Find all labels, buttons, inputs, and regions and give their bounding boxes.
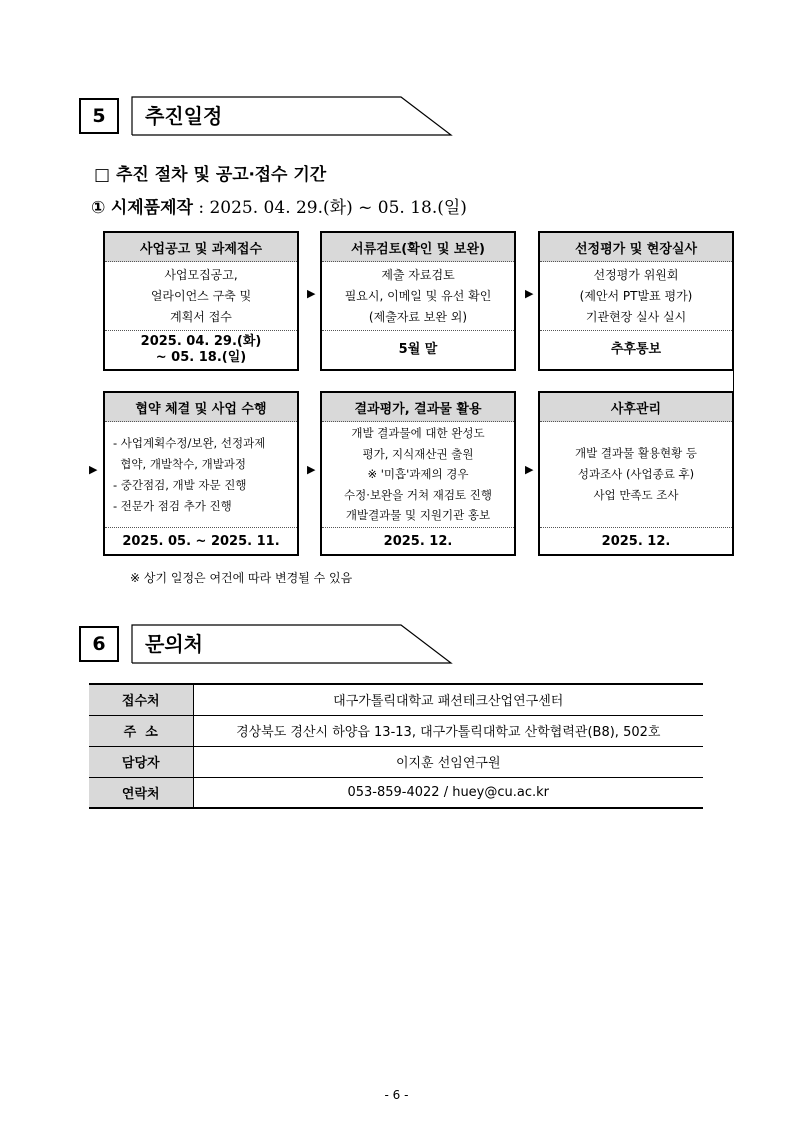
arrow-icon: ▶ [89, 463, 98, 476]
table-row [89, 684, 703, 715]
flow-box-title: 선정평가 및 현장실사 [540, 233, 732, 262]
contact-label: 주 소 [89, 715, 193, 746]
arrow-icon: ▶ [525, 287, 534, 300]
step-1-colon: : [198, 198, 205, 218]
flow-box-date: 2025. 04. 29.(화) ~ 05. 18.(일) [105, 330, 297, 369]
flow-box-date: 추후통보 [540, 330, 732, 369]
contact-value: 053-859-4022 / huey@cu.ac.kr [193, 777, 703, 808]
flow-box-title: 사업공고 및 과제접수 [105, 233, 297, 262]
flow-box-body: 제출 자료검토 필요시, 이메일 및 유선 확인 (제출자료 보완 외) [344, 267, 492, 324]
contact-value: 대구가톨릭대학교 패션테크산업연구센터 [193, 684, 703, 715]
flow-box-title: 결과평가, 결과물 활용 [322, 393, 514, 422]
section-6-title: 문의처 [145, 632, 203, 656]
contact-table [89, 683, 703, 809]
flow-box-date: 2025. 12. [540, 527, 732, 556]
contact-label: 접수처 [89, 684, 193, 715]
flow-box-title: 사후관리 [540, 393, 732, 422]
contact-value: 경상북도 경산시 하양읍 13-13, 대구가톨릭대학교 산학협력관(B8), 502호 [193, 715, 703, 746]
flow-box-date: 2025. 12. [322, 527, 514, 556]
flow-box-selection [538, 231, 734, 371]
step-1-label: 시제품제작 [110, 198, 193, 218]
flow-box-document-review [320, 231, 516, 371]
contact-label: 담당자 [89, 746, 193, 777]
table-row [89, 715, 703, 746]
contact-value: 이지훈 선임연구원 [193, 746, 703, 777]
step-1-marker: ① [91, 198, 106, 218]
section-5-number: 5 [79, 98, 119, 134]
step-1-period: 2025. 04. 29.(화) ~ 05. 18.(일) [209, 198, 467, 218]
section-6-number: 6 [79, 626, 119, 662]
flow-box-body: 개발 결과물 활용현황 등 성과조사 (사업종료 후) 사업 만족도 조사 [574, 446, 698, 502]
flow-box-title: 서류검토(확인 및 보완) [322, 233, 514, 262]
flow-box-body: 개발 결과물에 대한 완성도 평가, 지식재산권 출원 ※ '미흡'과제의 경우 수정·보완을 거쳐 재검토 진행 개발결과물 및 지원기관 홍보 [344, 426, 492, 523]
flow-box-announcement [103, 231, 299, 371]
flow-box-agreement [103, 391, 299, 556]
arrow-icon: ▶ [307, 287, 316, 300]
flow-box-title: 협약 체결 및 사업 수행 [105, 393, 297, 422]
page-number: - 6 - [384, 1088, 409, 1102]
flow-box-date: 2025. 05. ~ 2025. 11. [105, 527, 297, 556]
flow-box-body: 선정평가 위원회 (제안서 PT발표 평가) 기관현장 실사 실시 [579, 267, 693, 324]
section-6-title-box [131, 624, 453, 664]
table-row [89, 777, 703, 808]
arrow-icon: ▶ [525, 463, 534, 476]
flow-box-date: 5월 말 [322, 330, 514, 369]
procedure-heading: □ 추진 절차 및 공고‧접수 기간 [94, 165, 327, 185]
flow-box-result-evaluation [320, 391, 516, 556]
contact-label: 연락처 [89, 777, 193, 808]
table-row [89, 746, 703, 777]
flow-box-body: 사업모집공고, 얼라이언스 구축 및 계획서 접수 [150, 267, 252, 324]
flow-box-body: - 사업계획수정/보완, 선정과제 협약, 개발착수, 개발과정 - 중간점검, 개발 자문 진행 - 전문가 점검 추가 진행 [113, 435, 266, 513]
schedule-note: ※ 상기 일정은 여건에 따라 변경될 수 있음 [130, 571, 353, 585]
arrow-icon: ▶ [307, 463, 316, 476]
section-5-title: 추진일정 [145, 104, 223, 128]
step-1-line [91, 193, 467, 218]
section-5-title-box [131, 96, 453, 136]
flow-box-follow-up [538, 391, 734, 556]
